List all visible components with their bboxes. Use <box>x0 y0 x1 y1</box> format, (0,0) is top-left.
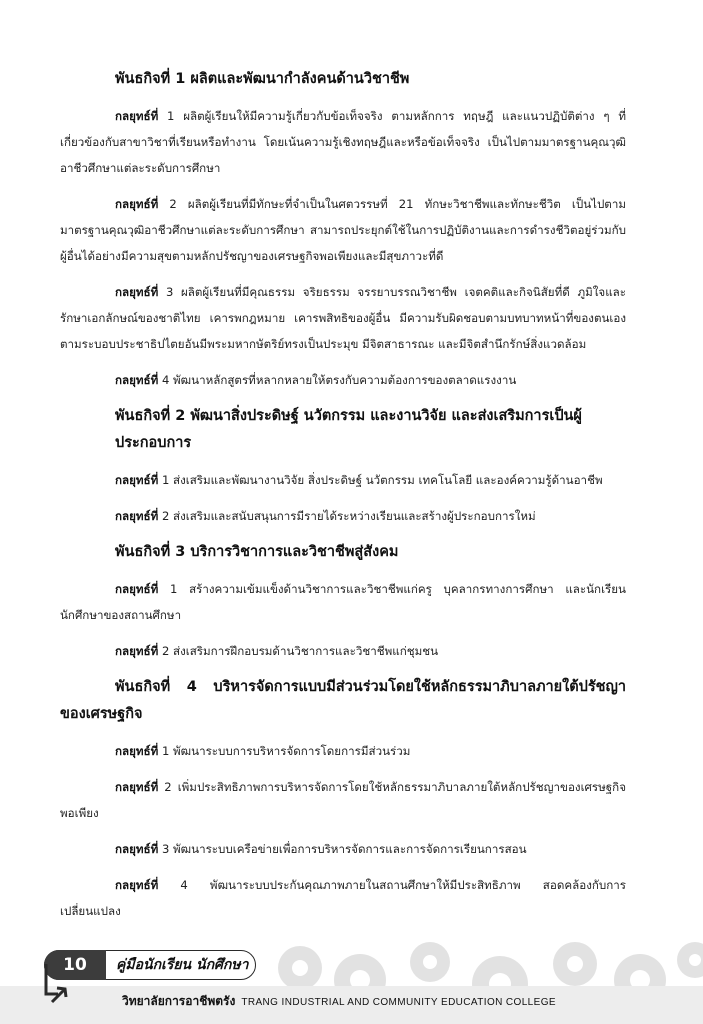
strategy-label: กลยุทธ์ที่ <box>115 285 159 299</box>
college-name-english: TRANG INDUSTRIAL AND COMMUNITY EDUCATION COLLEGE <box>241 997 556 1008</box>
mission-1-heading: พันธกิจที่ 1 ผลิตและพัฒนากำลังคนด้านวิชาชีพ <box>115 71 410 87</box>
strategy-label: กลยุทธ์ที่ <box>115 109 159 123</box>
mission-3-strategy-1 <box>60 576 626 628</box>
arrow-corner-icon <box>44 964 72 1004</box>
mission-4-strategy-4 <box>60 872 626 924</box>
mission-1-strategy-4 <box>60 367 626 393</box>
strategy-label: กลยุทธ์ที่ <box>115 197 159 211</box>
strategy-text: 2 ผลิตผู้เรียนที่มีทักษะที่จำเป็นในศตวรรษที่ 21 ทักษะวิชาชีพและทักษะชีวิต เป็นไปตามมาตรฐานคุณวุฒิอาชีวศึกษาแต่ละระดับการศึกษา สามารถประยุกต์ใช้ในการปฏิบัติงานและการดำรงชีวิตอยู่ร่วมกับผู้อื่นได้อย่างมีความสุขตามหลักปรัชญาของเศรษฐกิจพอเพียงและมีสุขภาวะที่ดี <box>60 197 626 263</box>
mission-3-heading: พันธกิจที่ 3 บริการวิชาการและวิชาชีพสู่สังคม <box>115 544 399 560</box>
strategy-text: 1 สร้างความเข้มแข็งด้านวิชาการและวิชาชีพแก่ครู บุคลากรทางการศึกษา และนักเรียน นักศึกษาของสถานศึกษา <box>60 582 626 622</box>
strategy-text: 2 เพิ่มประสิทธิภาพการบริหารจัดการโดยใช้หลักธรรมาภิบาลภายใต้หลักปรัชญาของเศรษฐกิจพอเพียง <box>60 780 626 820</box>
strategy-label: กลยุทธ์ที่ <box>115 878 159 892</box>
college-name <box>122 992 556 1011</box>
strategy-text: 3 พัฒนาระบบเครือข่ายเพื่อการบริหารจัดการและการจัดการเรียนการสอน <box>158 842 527 856</box>
mission-2-strategy-1 <box>60 467 626 493</box>
mission-1-strategy-3 <box>60 279 626 357</box>
page-content <box>60 66 626 934</box>
page-footer <box>0 940 703 1024</box>
mission-4-strategy-2 <box>60 774 626 826</box>
strategy-text: 3 ผลิตผู้เรียนที่มีคุณธรรม จริยธรรม จรรยาบรรณวิชาชีพ เจตคติและกิจนิสัยที่ดี ภูมิใจและรักษาเอกลักษณ์ของชาติไทย เคารพกฎหมาย เคารพสิทธิของผู้อื่น มีความรับผิดชอบตามบทบาทหน้าที่ของตนเองตามระบอบประชาธิปไตยอันมีพระมหากษัตริย์ทรงเป็นประมุข มีจิตสาธารณะ และมีจิตสำนึกรักษ์สิ่งแวดล้อม <box>60 285 626 351</box>
strategy-text: 4 พัฒนาหลักสูตรที่หลากหลายให้ตรงกับความต้องการของตลาดแรงงาน <box>158 373 517 387</box>
strategy-text: 4 พัฒนาระบบประกันคุณภาพภายในสถานศึกษาให้มีประสิทธิภาพ สอดคล้องกับการเปลี่ยนแปลง <box>60 878 626 918</box>
strategy-label: กลยุทธ์ที่ <box>115 509 159 523</box>
strategy-label: กลยุทธ์ที่ <box>115 582 159 596</box>
strategy-label: กลยุทธ์ที่ <box>115 373 159 387</box>
mission-1-strategy-1 <box>60 103 626 181</box>
manual-title: คู่มือนักเรียน นักศึกษา <box>116 957 249 973</box>
college-name-thai: วิทยาลัยการอาชีพตรัง <box>122 994 236 1008</box>
strategy-label: กลยุทธ์ที่ <box>115 473 159 487</box>
strategy-text: 2 ส่งเสริมการฝึกอบรมด้านวิชาการและวิชาชีพแก่ชุมชน <box>158 644 439 658</box>
strategy-text: 1 ผลิตผู้เรียนให้มีความรู้เกี่ยวกับข้อเท็จจริง ตามหลักการ ทฤษฎี และแนวปฏิบัติต่าง ๆ ที่เกี่ยวข้องกับสาขาวิชาที่เรียนหรือทำงาน โดยเน้นความรู้เชิงทฤษฎีและหรือข้อเท็จจริง เป็นไปตามมาตรฐานคุณวุฒิอาชีวศึกษาแต่ละระดับการศึกษา <box>60 109 626 175</box>
strategy-text: 2 ส่งเสริมและสนับสนุนการมีรายได้ระหว่างเรียนและสร้างผู้ประกอบการใหม่ <box>158 509 536 523</box>
page-number: 10 <box>44 950 106 980</box>
strategy-text: 1 พัฒนาระบบการบริหารจัดการโดยการมีส่วนร่วม <box>158 744 411 758</box>
mission-1-strategy-2 <box>60 191 626 269</box>
mission-2-strategy-2 <box>60 503 626 529</box>
strategy-text: 1 ส่งเสริมและพัฒนางานวิจัย สิ่งประดิษฐ์ นวัตกรรม เทคโนโลยี และองค์ความรู้ด้านอาชีพ <box>158 473 603 487</box>
mission-4-heading: พันธกิจที่ 4 บริหารจัดการแบบมีส่วนร่วมโดยใช้หลักธรรมาภิบาลภายใต้ปรัชญาของเศรษฐกิจ <box>60 679 626 722</box>
strategy-label: กลยุทธ์ที่ <box>115 842 159 856</box>
mission-2-heading: พันธกิจที่ 2 พัฒนาสิ่งประดิษฐ์ นวัตกรรม และงานวิจัย และส่งเสริมการเป็นผู้ประกอบการ <box>115 408 582 451</box>
strategy-label: กลยุทธ์ที่ <box>115 744 159 758</box>
mission-4-strategy-1 <box>60 738 626 764</box>
mission-3-strategy-2 <box>60 638 626 664</box>
strategy-label: กลยุทธ์ที่ <box>115 644 159 658</box>
mission-4-strategy-3 <box>60 836 626 862</box>
strategy-label: กลยุทธ์ที่ <box>115 780 159 794</box>
